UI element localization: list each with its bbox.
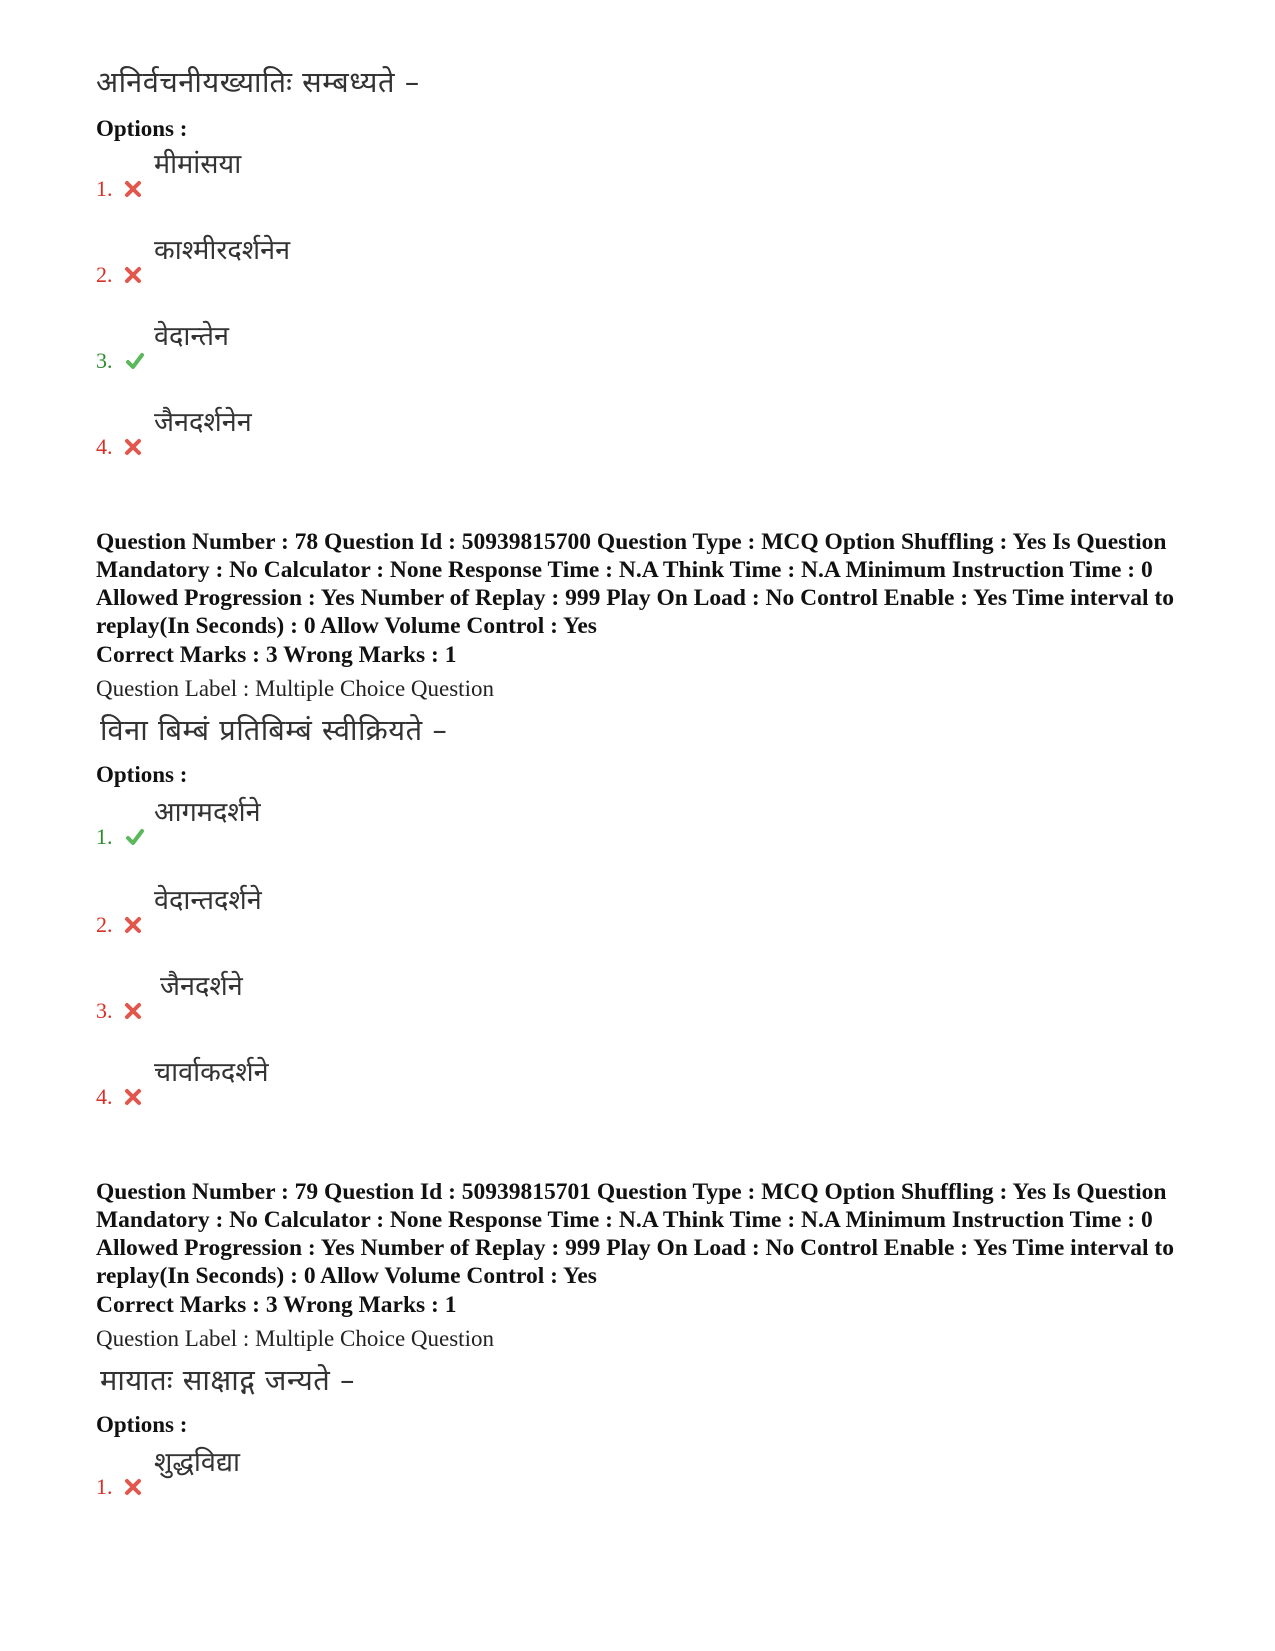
- question-marks: Correct Marks : 3 Wrong Marks : 1: [96, 642, 457, 668]
- option-number: 2.: [96, 912, 113, 937]
- question-label: Question Label : Multiple Choice Question: [96, 676, 494, 701]
- option-text: आगमदर्शने: [154, 797, 261, 828]
- cross-icon: [124, 916, 142, 934]
- question-meta: Question Number : 79 Question Id : 50939815701 Question Type : MCQ Option Shuffling : Yes Is Question Mandatory : No Calculator : None Response Time : N.A Think Time : N.A Minimum Instruction Time : 0 Allowed Progression : Yes Number of Replay : 999 Play On Load : No Control Enable : Yes Time interval to replay(In Seconds) : 0 Allow Volume Control : Yes: [96, 1179, 1174, 1289]
- option-text: वेदान्तदर्शने: [154, 885, 262, 916]
- option-text: शुद्धविद्या: [154, 1447, 240, 1478]
- cross-icon: [124, 180, 142, 198]
- question-marks: Correct Marks : 3 Wrong Marks : 1: [96, 1292, 457, 1318]
- options-heading: Options :: [96, 1412, 188, 1437]
- option-number: 3.: [96, 998, 113, 1023]
- cross-icon: [124, 438, 142, 456]
- option-text: जैनदर्शने: [160, 971, 243, 1002]
- question-stem: अनिर्वचनीयख्यातिः सम्बध्यते –: [96, 65, 420, 99]
- cross-icon: [124, 1002, 142, 1020]
- option-text: वेदान्तेन: [154, 321, 230, 352]
- option-text: मीमांसया: [154, 149, 242, 180]
- option-number: 2.: [96, 262, 113, 287]
- cross-icon: [124, 1478, 142, 1496]
- question-meta: Question Number : 78 Question Id : 50939815700 Question Type : MCQ Option Shuffling : Yes Is Question Mandatory : No Calculator : None Response Time : N.A Think Time : N.A Minimum Instruction Time : 0 Allowed Progression : Yes Number of Replay : 999 Play On Load : No Control Enable : Yes Time interval to replay(In Seconds) : 0 Allow Volume Control : Yes: [96, 529, 1174, 639]
- check-icon: [124, 352, 146, 370]
- option-number: 4.: [96, 1084, 113, 1109]
- question-stem: मायातः साक्षाद्ग जन्यते –: [100, 1363, 356, 1397]
- options-heading: Options :: [96, 762, 188, 787]
- cross-icon: [124, 266, 142, 284]
- option-number: 1.: [96, 824, 113, 849]
- option-number: 1.: [96, 1474, 113, 1499]
- option-text: चार्वाकदर्शने: [154, 1057, 269, 1088]
- option-number: 1.: [96, 176, 113, 201]
- options-heading: Options :: [96, 116, 188, 141]
- option-number: 3.: [96, 348, 113, 373]
- check-icon: [124, 828, 146, 846]
- option-text: जैनदर्शनेन: [154, 407, 252, 438]
- question-stem: विना बिम्बं प्रतिबिम्बं स्वीक्रियते –: [100, 713, 448, 747]
- option-text: काश्मीरदर्शनेन: [154, 235, 291, 266]
- option-number: 4.: [96, 434, 113, 459]
- cross-icon: [124, 1088, 142, 1106]
- question-label: Question Label : Multiple Choice Question: [96, 1326, 494, 1351]
